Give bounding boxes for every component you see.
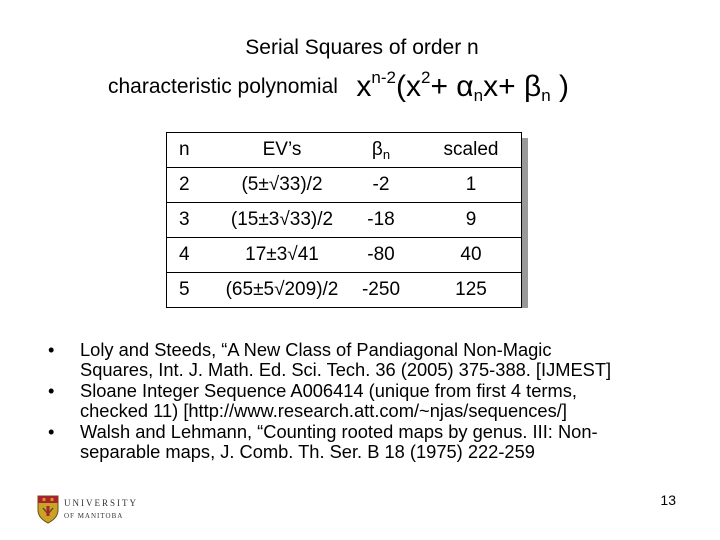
table-row: [167, 168, 522, 203]
cell-n: 4: [167, 238, 224, 273]
reference-item: • Loly and Steeds, “A New Class of Pandiagonal Non-Magic Squares, Int. J. Math. Ed. Sci. Tech. 36 (2005) 375-388. [IJMEST]: [48, 339, 612, 380]
cell-scaled: 1: [421, 168, 522, 203]
header-evs: EV’s: [223, 133, 341, 168]
page-number: 13: [660, 492, 676, 508]
cell-ev: 17±3√41: [223, 238, 341, 273]
cell-beta: -80: [341, 238, 421, 273]
header-n: n: [167, 133, 224, 168]
crest-icon: [36, 494, 60, 524]
bullet-icon: •: [48, 421, 55, 442]
cell-beta: -250: [341, 273, 421, 308]
cell-scaled: 40: [421, 238, 522, 273]
characteristic-polynomial-line: [108, 68, 569, 106]
cell-ev: (65±5√209)/2: [223, 273, 341, 308]
polynomial-label: characteristic polynomial: [108, 75, 338, 98]
cell-beta: -18: [341, 203, 421, 238]
cell-beta: -2: [341, 168, 421, 203]
bullet-icon: •: [48, 339, 55, 360]
table-header-row: [167, 133, 522, 168]
cell-n: 3: [167, 203, 224, 238]
cell-scaled: 9: [421, 203, 522, 238]
university-name: UNIVERSITY OF MANITOBA: [64, 498, 138, 520]
cell-ev: (5±√33)/2: [223, 168, 341, 203]
reference-list: [42, 340, 692, 463]
slide-title: Serial Squares of order n: [245, 36, 479, 59]
table-row: [167, 238, 522, 273]
university-logo: [36, 494, 166, 528]
bullet-icon: •: [48, 380, 55, 401]
reference-item: • Sloane Integer Sequence A006414 (unique from first 4 terms, checked 11) [http://www.research.att.com/~njas/sequences/]: [48, 380, 577, 421]
table-row: [167, 203, 522, 238]
table-row: [167, 273, 522, 308]
header-beta: $\beta_n$: [341, 133, 421, 168]
cell-scaled: 125: [421, 273, 522, 308]
header-scaled: scaled: [421, 133, 522, 168]
reference-item: • Walsh and Lehmann, “Counting rooted maps by genus. III: Non- separable maps, J. Comb. Th. Ser. B 18 (1975) 222-259: [48, 421, 598, 462]
cell-ev: (15±3√33)/2: [223, 203, 341, 238]
eigenvalue-table: [166, 132, 522, 308]
cell-n: 2: [167, 168, 224, 203]
polynomial-formula: $x^{n-2}(x^2+ \alpha_nx+ \beta_n$ ): [356, 68, 570, 105]
cell-n: 5: [167, 273, 224, 308]
